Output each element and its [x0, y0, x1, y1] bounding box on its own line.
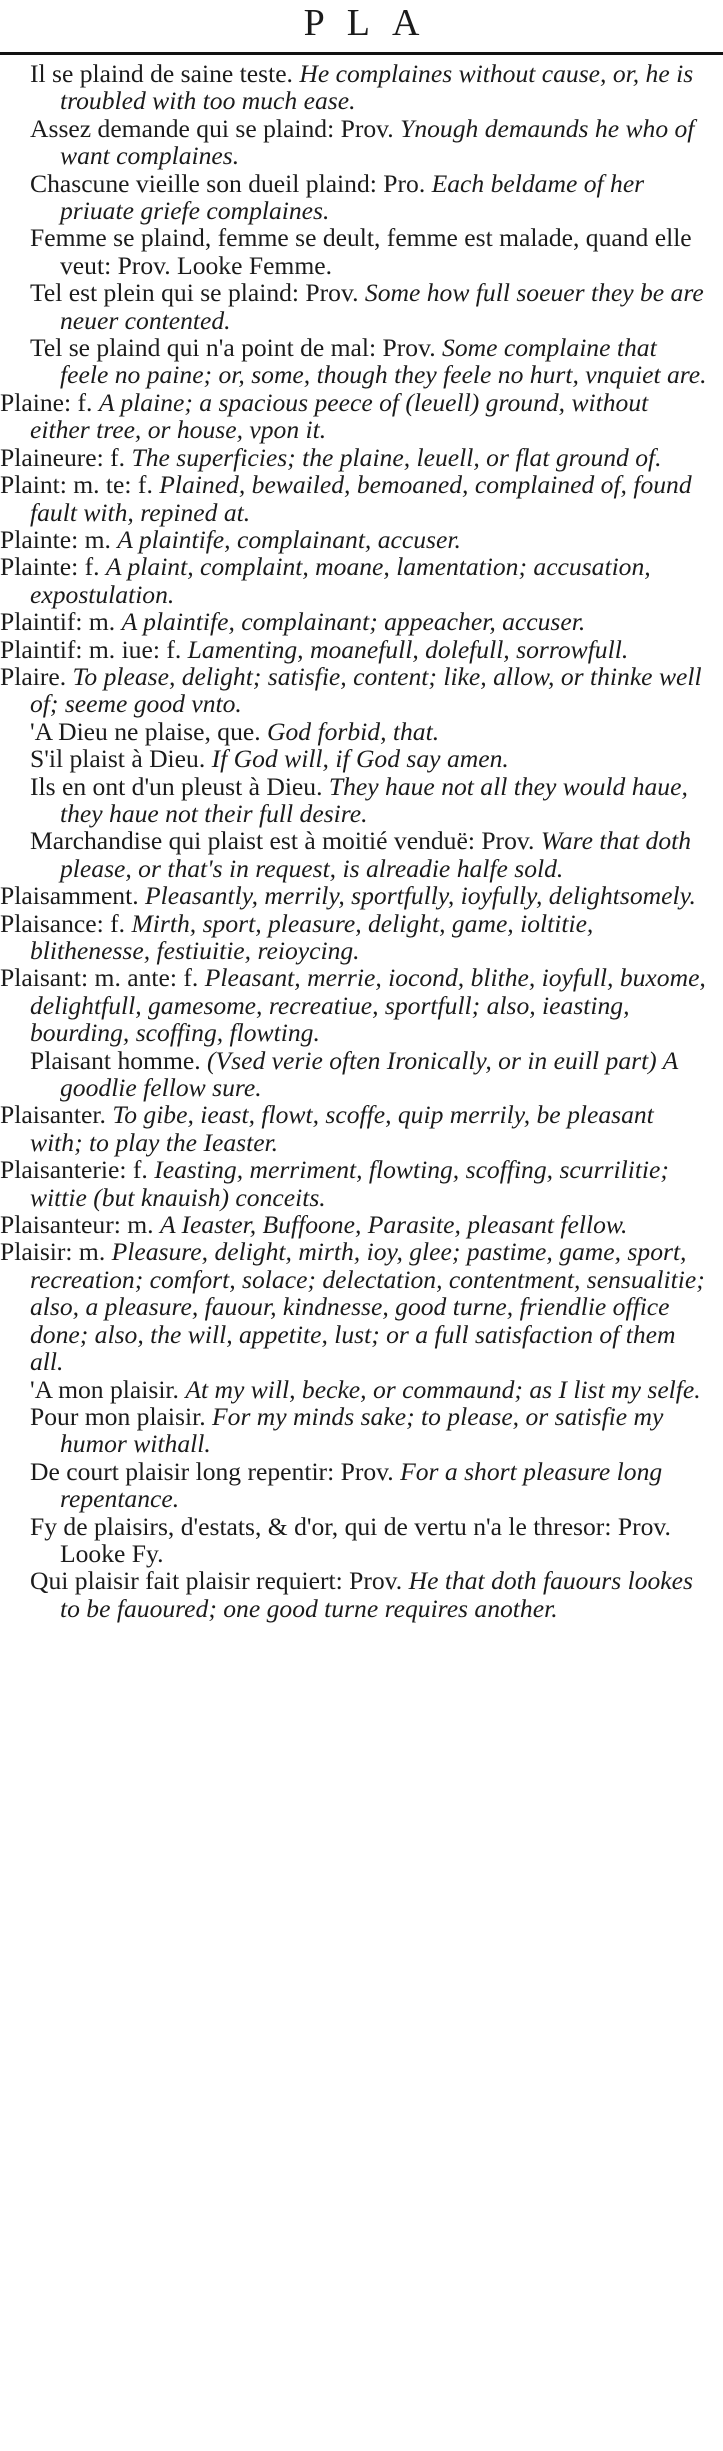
- entry-headword: Plaine: f.: [0, 387, 99, 417]
- headword-entry: [0, 526, 723, 553]
- sub-entry: [0, 773, 723, 828]
- headword-entry: [0, 608, 723, 635]
- entry-gloss: For a short pleasure long repentance.: [60, 1456, 663, 1514]
- entry-headword: Plaisanteur: m.: [0, 1210, 160, 1240]
- entry-gloss: The superficies; the plaine, leuell, or flat ground of.: [131, 442, 662, 472]
- entry-gloss: To gibe, ieast, flowt, scoffe, quip merrily, be pleasant with; to play the Ieaster.: [30, 1100, 654, 1157]
- entry-headword: Plaisamment.: [0, 881, 146, 911]
- entry-headword: Plainte: f.: [0, 552, 106, 582]
- entry-gloss: He that doth fauours lookes to be fauoured; one good turne requires another.: [60, 1566, 693, 1623]
- headword-entry: [0, 663, 723, 718]
- entry-gloss: Pleasure, delight, mirth, ioy, glee; pastime, game, sport, recreation; comfort, solace; delectation, contentment, sensualitie; also, a pleasure, fauour, kindnesse, good turne, friendlie office done; also, the will, appetite, lust; or a full satisfaction of them all.: [30, 1237, 705, 1377]
- sub-entry: [0, 334, 723, 389]
- headword-entry: [0, 636, 723, 663]
- entry-headword: Plaisant homme.: [30, 1045, 208, 1075]
- entry-headword: Plaintif: m. iue: f.: [0, 634, 188, 664]
- sub-entry: [0, 224, 723, 279]
- headword-entry: [0, 1211, 723, 1238]
- entry-headword: S'il plaist à Dieu.: [30, 744, 212, 774]
- sub-entry: [0, 1047, 723, 1102]
- entry-headword: Plaisance: f.: [0, 908, 132, 938]
- entry-headword: Tel est plein qui se plaind: Prov.: [30, 278, 365, 308]
- entry-headword: Chascune vieille son dueil plaind: Pro.: [30, 168, 432, 198]
- entry-gloss: (Vsed verie often Ironically, or in euill part) A goodlie fellow sure.: [60, 1045, 678, 1103]
- entry-headword: Assez demande qui se plaind: Prov.: [30, 113, 401, 143]
- entry-headword: Plaintif: m.: [0, 607, 122, 637]
- headword-entry: [0, 882, 723, 909]
- headword-entry: [0, 471, 723, 526]
- entry-gloss: At my will, becke, or commaund; as I list my selfe.: [185, 1374, 701, 1404]
- entry-headword: Plaire.: [0, 661, 73, 691]
- entry-headword: Qui plaisir fait plaisir requiert: Prov.: [30, 1566, 409, 1596]
- sub-entry: [0, 718, 723, 745]
- sub-entry: [0, 745, 723, 772]
- entry-gloss: Plained, bewailed, bemoaned, complained of, found fault with, repined at.: [30, 470, 692, 527]
- sub-entry: [0, 60, 723, 115]
- headword-entry: [0, 910, 723, 965]
- headword-entry: [0, 1238, 723, 1375]
- entry-headword: Plaisanterie: f.: [0, 1155, 155, 1185]
- entry-headword: Fy de plaisirs, d'estats, & d'or, qui de vertu n'a le thresor: Prov. Looke Fy.: [30, 1511, 671, 1568]
- entry-headword: Pour mon plaisir.: [30, 1401, 213, 1431]
- entry-headword: Femme se plaind, femme se deult, femme est malade, quand elle veut: Prov. Looke Femme.: [30, 223, 692, 280]
- entry-headword: Tel se plaind qui n'a point de mal: Prov.: [30, 333, 443, 363]
- headword-entry: [0, 553, 723, 608]
- page-header: [0, 0, 723, 56]
- headword-entry: [0, 444, 723, 471]
- entry-headword: Plaisanter.: [0, 1100, 113, 1130]
- entry-gloss: Ynough demaunds he who of want complaines.: [60, 113, 695, 171]
- entry-gloss: If God will, if God say amen.: [211, 744, 509, 774]
- entry-headword: De court plaisir long repentir: Prov.: [30, 1456, 401, 1486]
- entry-gloss: Ware that doth please, or that's in request, is alreadie halfe sold.: [60, 826, 692, 883]
- entry-gloss: A Ieaster, Buffoone, Parasite, pleasant fellow.: [159, 1210, 628, 1240]
- entry-gloss: A plaint, complaint, moane, lamentation; accusation, expostulation.: [30, 552, 651, 609]
- entry-gloss: For my minds sake; to please, or satisfie my humor withall.: [60, 1401, 664, 1459]
- sub-entry: [0, 1403, 723, 1458]
- headword-entry: [0, 1156, 723, 1211]
- dictionary-entries: [0, 60, 723, 1622]
- entry-gloss: Some how full soeuer they be are neuer contented.: [60, 278, 704, 335]
- headword-entry: [0, 1101, 723, 1156]
- entry-gloss: Mirth, sport, pleasure, delight, game, ioltitie, blithenesse, festiuitie, reioycing.: [30, 908, 594, 965]
- entry-headword: Ils en ont d'un pleust à Dieu.: [30, 771, 329, 801]
- sub-entry: [0, 1513, 723, 1568]
- entry-gloss: Ieasting, merriment, flowting, scoffing, scurrilitie; wittie (but knauish) conceits.: [30, 1155, 669, 1212]
- sub-entry: [0, 115, 723, 170]
- entry-gloss: They haue not all they would haue, they haue not their full desire.: [60, 771, 688, 828]
- headword-entry: [0, 964, 723, 1046]
- entry-headword: Il se plaind de saine teste.: [30, 59, 300, 88]
- entry-gloss: Each beldame of her priuate griefe complaines.: [60, 168, 645, 226]
- entry-gloss: God forbid, that.: [267, 716, 440, 746]
- sub-entry: [0, 827, 723, 882]
- entry-gloss: He complaines without cause, or, he is troubled with too much ease.: [60, 59, 694, 116]
- header-rule: [0, 52, 723, 55]
- entry-gloss: A plaintife, complainant, accuser.: [117, 524, 461, 554]
- entry-headword: Marchandise qui plaist est à moitié venduë: Prov.: [30, 826, 541, 856]
- entry-gloss: Pleasantly, merrily, sportfully, ioyfully, delightsomely.: [145, 881, 696, 911]
- entry-gloss: Some complaine that feele no paine; or, some, though they feele no hurt, vnquiet are.: [60, 333, 707, 390]
- headword-entry: [0, 389, 723, 444]
- entry-gloss: Pleasant, merrie, iocond, blithe, ioyfull, buxome, delightfull, gamesome, recreatiue, sportfull; also, ieasting, bourding, scoffing, flowting.: [30, 963, 706, 1048]
- sub-entry: [0, 279, 723, 334]
- entry-gloss: A plaine; a spacious peece of (leuell) ground, without either tree, or house, vpon it.: [30, 387, 649, 445]
- entry-headword: 'A mon plaisir.: [30, 1374, 186, 1404]
- entry-headword: Plaisant: m. ante: f.: [0, 963, 205, 993]
- sub-entry: [0, 1567, 723, 1622]
- entry-headword: Plaint: m. te: f.: [0, 470, 160, 500]
- entry-headword: Plaineure: f.: [0, 442, 132, 472]
- entry-gloss: To please, delight; satisfie, content; like, allow, or thinke well of; seeme good vnto.: [30, 661, 702, 719]
- entry-headword: 'A Dieu ne plaise, que.: [30, 716, 268, 746]
- entry-gloss: A plaintife, complainant; appeacher, accuser.: [121, 607, 586, 637]
- sub-entry: [0, 170, 723, 225]
- sub-entry: [0, 1376, 723, 1403]
- page-running-title: PLA: [303, 2, 442, 44]
- sub-entry: [0, 1458, 723, 1513]
- entry-gloss: Lamenting, moanefull, dolefull, sorrowfull.: [187, 634, 629, 664]
- entry-headword: Plainte: m.: [0, 524, 118, 554]
- entry-headword: Plaisir: m.: [0, 1237, 112, 1267]
